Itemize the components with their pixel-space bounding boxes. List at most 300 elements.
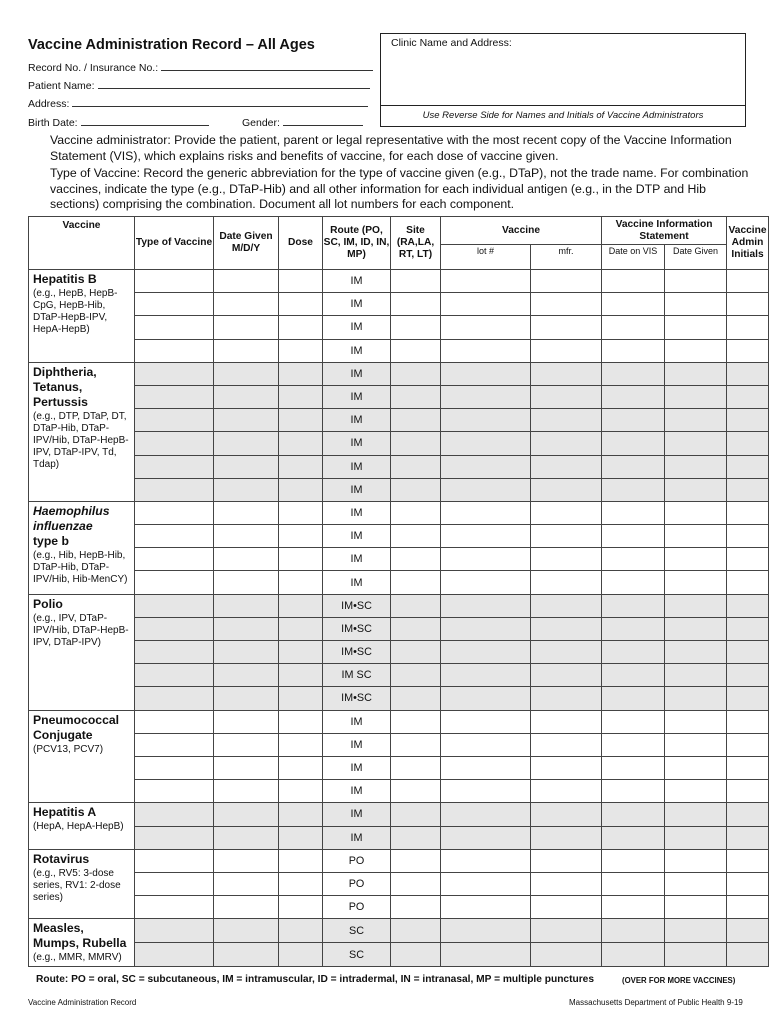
initials-cell[interactable] [727,826,769,849]
initials-cell[interactable] [727,919,769,943]
header-vis-date-given: Date Given [665,245,727,270]
initials-cell[interactable] [727,849,769,872]
date-on-vis-cell[interactable] [602,617,665,640]
dose-cell[interactable] [279,849,323,872]
lot-cell[interactable] [441,641,531,664]
table-row [29,641,769,664]
vis-date-given-cell[interactable] [665,803,727,826]
dose-cell[interactable] [279,548,323,571]
mfr-cell[interactable] [531,270,602,293]
vis-date-given-cell[interactable] [665,896,727,919]
date-on-vis-cell[interactable] [602,455,665,478]
type-cell[interactable] [135,826,214,849]
dose-cell[interactable] [279,385,323,408]
type-cell[interactable] [135,756,214,779]
type-cell[interactable] [135,478,214,501]
type-cell[interactable] [135,803,214,826]
vis-date-given-cell[interactable] [665,478,727,501]
type-cell[interactable] [135,687,214,710]
date-given-cell[interactable] [214,548,279,571]
mfr-cell[interactable] [531,525,602,548]
site-cell[interactable] [391,687,441,710]
mfr-cell[interactable] [531,733,602,756]
date-given-cell[interactable] [214,756,279,779]
mfr-cell[interactable] [531,409,602,432]
mfr-cell[interactable] [531,617,602,640]
dose-cell[interactable] [279,756,323,779]
dose-cell[interactable] [279,826,323,849]
date-given-cell[interactable] [214,849,279,872]
vaccine-name-suffix: type b [33,533,69,548]
type-cell[interactable] [135,594,214,617]
type-cell[interactable] [135,432,214,455]
type-cell[interactable] [135,664,214,687]
type-cell[interactable] [135,943,214,967]
mfr-cell[interactable] [531,548,602,571]
site-cell[interactable] [391,733,441,756]
vis-date-given-cell[interactable] [665,733,727,756]
type-cell[interactable] [135,409,214,432]
dose-cell[interactable] [279,617,323,640]
mfr-cell[interactable] [531,756,602,779]
lot-cell[interactable] [441,455,531,478]
lot-cell[interactable] [441,293,531,316]
lot-cell[interactable] [441,525,531,548]
initials-cell[interactable] [727,270,769,293]
site-cell[interactable] [391,270,441,293]
dose-cell[interactable] [279,525,323,548]
date-on-vis-cell[interactable] [602,339,665,362]
lot-cell[interactable] [441,919,531,943]
vis-date-given-cell[interactable] [665,316,727,339]
lot-cell[interactable] [441,571,531,594]
route-cell: IM [323,455,391,478]
date-on-vis-cell[interactable] [602,896,665,919]
date-given-cell[interactable] [214,501,279,524]
initials-cell[interactable] [727,872,769,895]
dose-cell[interactable] [279,803,323,826]
vis-date-given-cell[interactable] [665,919,727,943]
date-on-vis-cell[interactable] [602,525,665,548]
dose-cell[interactable] [279,594,323,617]
record-number-field[interactable] [28,60,373,74]
initials-cell[interactable] [727,733,769,756]
initials-cell[interactable] [727,385,769,408]
lot-cell[interactable] [441,710,531,733]
mfr-cell[interactable] [531,826,602,849]
vis-date-given-cell[interactable] [665,780,727,803]
type-cell[interactable] [135,641,214,664]
vis-date-given-cell[interactable] [665,409,727,432]
date-given-cell[interactable] [214,617,279,640]
lot-cell[interactable] [441,409,531,432]
lot-cell[interactable] [441,617,531,640]
site-cell[interactable] [391,641,441,664]
vis-date-given-cell[interactable] [665,362,727,385]
date-given-cell[interactable] [214,664,279,687]
mfr-cell[interactable] [531,872,602,895]
mfr-cell[interactable] [531,432,602,455]
type-cell[interactable] [135,270,214,293]
site-cell[interactable] [391,826,441,849]
dose-cell[interactable] [279,432,323,455]
mfr-cell[interactable] [531,339,602,362]
dose-cell[interactable] [279,270,323,293]
site-cell[interactable] [391,293,441,316]
site-cell[interactable] [391,339,441,362]
initials-cell[interactable] [727,548,769,571]
type-cell[interactable] [135,293,214,316]
lot-cell[interactable] [441,896,531,919]
date-on-vis-cell[interactable] [602,826,665,849]
type-cell[interactable] [135,919,214,943]
gender-field[interactable] [242,115,363,129]
date-on-vis-cell[interactable] [602,270,665,293]
type-cell[interactable] [135,525,214,548]
date-given-cell[interactable] [214,316,279,339]
initials-cell[interactable] [727,432,769,455]
mfr-cell[interactable] [531,641,602,664]
type-cell[interactable] [135,710,214,733]
vis-date-given-cell[interactable] [665,501,727,524]
table-row [29,733,769,756]
date-given-cell[interactable] [214,270,279,293]
lot-cell[interactable] [441,756,531,779]
site-cell[interactable] [391,478,441,501]
gender-label: Gender: [242,117,280,129]
site-cell[interactable] [391,896,441,919]
vis-date-given-cell[interactable] [665,270,727,293]
date-given-cell[interactable] [214,780,279,803]
lot-cell[interactable] [441,780,531,803]
date-given-cell[interactable] [214,826,279,849]
dose-cell[interactable] [279,943,323,967]
initials-cell[interactable] [727,525,769,548]
lot-cell[interactable] [441,664,531,687]
type-cell[interactable] [135,385,214,408]
type-cell[interactable] [135,362,214,385]
dose-cell[interactable] [279,362,323,385]
date-given-cell[interactable] [214,432,279,455]
type-cell[interactable] [135,896,214,919]
dose-cell[interactable] [279,501,323,524]
lot-cell[interactable] [441,385,531,408]
dose-cell[interactable] [279,409,323,432]
date-given-cell[interactable] [214,803,279,826]
mfr-cell[interactable] [531,664,602,687]
initials-cell[interactable] [727,896,769,919]
site-cell[interactable] [391,872,441,895]
initials-cell[interactable] [727,339,769,362]
site-cell[interactable] [391,362,441,385]
lot-cell[interactable] [441,316,531,339]
date-given-cell[interactable] [214,733,279,756]
date-on-vis-cell[interactable] [602,362,665,385]
mfr-cell[interactable] [531,687,602,710]
mfr-cell[interactable] [531,780,602,803]
mfr-cell[interactable] [531,803,602,826]
lot-cell[interactable] [441,826,531,849]
dose-cell[interactable] [279,316,323,339]
date-on-vis-cell[interactable] [602,409,665,432]
dose-cell[interactable] [279,710,323,733]
dose-cell[interactable] [279,664,323,687]
vis-date-given-cell[interactable] [665,293,727,316]
date-on-vis-cell[interactable] [602,803,665,826]
date-given-cell[interactable] [214,455,279,478]
date-on-vis-cell[interactable] [602,687,665,710]
lot-cell[interactable] [441,432,531,455]
vis-date-given-cell[interactable] [665,687,727,710]
site-cell[interactable] [391,571,441,594]
vis-date-given-cell[interactable] [665,943,727,967]
lot-cell[interactable] [441,270,531,293]
initials-cell[interactable] [727,641,769,664]
dose-cell[interactable] [279,687,323,710]
dose-cell[interactable] [279,571,323,594]
initials-cell[interactable] [727,710,769,733]
initials-cell[interactable] [727,501,769,524]
mfr-cell[interactable] [531,293,602,316]
vis-date-given-cell[interactable] [665,571,727,594]
site-cell[interactable] [391,919,441,943]
site-cell[interactable] [391,664,441,687]
lot-cell[interactable] [441,943,531,967]
date-on-vis-cell[interactable] [602,293,665,316]
date-on-vis-cell[interactable] [602,780,665,803]
date-given-cell[interactable] [214,525,279,548]
lot-cell[interactable] [441,872,531,895]
lot-cell[interactable] [441,362,531,385]
header-site: Site (RA,LA, RT, LT) [391,217,441,270]
type-cell[interactable] [135,849,214,872]
mfr-cell[interactable] [531,385,602,408]
site-cell[interactable] [391,316,441,339]
site-cell[interactable] [391,849,441,872]
header-vis: Vaccine Information Statement [602,217,727,245]
initials-cell[interactable] [727,664,769,687]
lot-cell[interactable] [441,339,531,362]
date-given-cell[interactable] [214,339,279,362]
vis-date-given-cell[interactable] [665,710,727,733]
date-on-vis-cell[interactable] [602,594,665,617]
route-legend: Route: PO = oral, SC = subcutaneous, IM = intramuscular, ID = intradermal, IN = intranasal, MP = multiple punctures [36,974,595,985]
date-on-vis-cell[interactable] [602,432,665,455]
site-cell[interactable] [391,943,441,967]
vis-date-given-cell[interactable] [665,455,727,478]
initials-cell[interactable] [727,594,769,617]
route-cell: IM•SC [323,687,391,710]
dose-cell[interactable] [279,641,323,664]
lot-cell[interactable] [441,733,531,756]
date-on-vis-cell[interactable] [602,641,665,664]
dose-cell[interactable] [279,896,323,919]
address-field[interactable] [28,96,368,110]
initials-cell[interactable] [727,943,769,967]
initials-cell[interactable] [727,455,769,478]
vis-date-given-cell[interactable] [665,872,727,895]
route-cell: IM [323,339,391,362]
date-on-vis-cell[interactable] [602,316,665,339]
mfr-cell[interactable] [531,594,602,617]
date-given-cell[interactable] [214,385,279,408]
clinic-label: Clinic Name and Address: [391,37,512,49]
date-on-vis-cell[interactable] [602,385,665,408]
date-given-cell[interactable] [214,641,279,664]
lot-cell[interactable] [441,501,531,524]
type-cell[interactable] [135,617,214,640]
address-label: Address: [28,98,70,110]
site-cell[interactable] [391,548,441,571]
vis-date-given-cell[interactable] [665,339,727,362]
date-given-cell[interactable] [214,409,279,432]
mfr-cell[interactable] [531,316,602,339]
dose-cell[interactable] [279,293,323,316]
date-on-vis-cell[interactable] [602,710,665,733]
lot-cell[interactable] [441,548,531,571]
initials-cell[interactable] [727,409,769,432]
date-given-cell[interactable] [214,478,279,501]
lot-cell[interactable] [441,594,531,617]
date-on-vis-cell[interactable] [602,548,665,571]
initials-cell[interactable] [727,571,769,594]
route-cell: IM•SC [323,617,391,640]
date-on-vis-cell[interactable] [602,478,665,501]
lot-cell[interactable] [441,849,531,872]
date-given-cell[interactable] [214,362,279,385]
vaccine-description: (PCV13, PCV7) [33,743,104,755]
type-cell[interactable] [135,571,214,594]
type-cell[interactable] [135,455,214,478]
date-on-vis-cell[interactable] [602,733,665,756]
vis-date-given-cell[interactable] [665,548,727,571]
route-cell: IM•SC [323,594,391,617]
date-on-vis-cell[interactable] [602,919,665,943]
site-cell[interactable] [391,710,441,733]
mfr-cell[interactable] [531,849,602,872]
route-cell: IM [323,710,391,733]
vis-date-given-cell[interactable] [665,525,727,548]
birth-date-label: Birth Date: [28,117,78,129]
initials-cell[interactable] [727,756,769,779]
vis-date-given-cell[interactable] [665,385,727,408]
mfr-cell[interactable] [531,501,602,524]
table-row [29,501,769,524]
site-cell[interactable] [391,617,441,640]
vaccine-name: Hepatitis A [33,805,97,820]
vis-date-given-cell[interactable] [665,849,727,872]
initials-cell[interactable] [727,293,769,316]
vis-date-given-cell[interactable] [665,641,727,664]
dose-cell[interactable] [279,733,323,756]
lot-cell[interactable] [441,478,531,501]
table-row [29,756,769,779]
type-cell[interactable] [135,339,214,362]
date-given-cell[interactable] [214,571,279,594]
date-on-vis-cell[interactable] [602,756,665,779]
site-cell[interactable] [391,501,441,524]
date-on-vis-cell[interactable] [602,571,665,594]
initials-cell[interactable] [727,316,769,339]
date-on-vis-cell[interactable] [602,849,665,872]
vis-date-given-cell[interactable] [665,664,727,687]
dose-cell[interactable] [279,919,323,943]
date-given-cell[interactable] [214,872,279,895]
site-cell[interactable] [391,455,441,478]
lot-cell[interactable] [441,687,531,710]
mfr-cell[interactable] [531,571,602,594]
dose-cell[interactable] [279,478,323,501]
site-cell[interactable] [391,432,441,455]
date-given-cell[interactable] [214,896,279,919]
initials-cell[interactable] [727,803,769,826]
site-cell[interactable] [391,780,441,803]
clinic-box[interactable] [380,33,746,127]
mfr-cell[interactable] [531,919,602,943]
date-given-cell[interactable] [214,594,279,617]
vis-date-given-cell[interactable] [665,826,727,849]
date-on-vis-cell[interactable] [602,943,665,967]
dose-cell[interactable] [279,455,323,478]
initials-cell[interactable] [727,687,769,710]
mfr-cell[interactable] [531,362,602,385]
type-cell[interactable] [135,548,214,571]
initials-cell[interactable] [727,617,769,640]
dose-cell[interactable] [279,780,323,803]
vaccine-name-cell [29,919,135,967]
dose-cell[interactable] [279,339,323,362]
vis-date-given-cell[interactable] [665,756,727,779]
vaccine-name: Polio [33,596,63,611]
date-given-cell[interactable] [214,919,279,943]
date-given-cell[interactable] [214,943,279,967]
site-cell[interactable] [391,409,441,432]
site-cell[interactable] [391,756,441,779]
initials-cell[interactable] [727,780,769,803]
lot-cell[interactable] [441,803,531,826]
route-cell: SC [323,943,391,967]
dose-cell[interactable] [279,872,323,895]
type-cell[interactable] [135,872,214,895]
initials-cell[interactable] [727,362,769,385]
site-cell[interactable] [391,803,441,826]
date-on-vis-cell[interactable] [602,872,665,895]
date-given-cell[interactable] [214,710,279,733]
mfr-cell[interactable] [531,455,602,478]
site-cell[interactable] [391,594,441,617]
mfr-cell[interactable] [531,943,602,967]
type-cell[interactable] [135,780,214,803]
type-cell[interactable] [135,501,214,524]
vis-date-given-cell[interactable] [665,617,727,640]
date-given-cell[interactable] [214,293,279,316]
mfr-cell[interactable] [531,896,602,919]
birth-date-field[interactable] [28,115,209,129]
type-cell[interactable] [135,316,214,339]
site-cell[interactable] [391,385,441,408]
initials-cell[interactable] [727,478,769,501]
site-cell[interactable] [391,525,441,548]
vis-date-given-cell[interactable] [665,594,727,617]
date-given-cell[interactable] [214,687,279,710]
date-on-vis-cell[interactable] [602,501,665,524]
mfr-cell[interactable] [531,478,602,501]
mfr-cell[interactable] [531,710,602,733]
type-cell[interactable] [135,733,214,756]
vis-date-given-cell[interactable] [665,432,727,455]
patient-name-field[interactable] [28,78,370,92]
date-on-vis-cell[interactable] [602,664,665,687]
